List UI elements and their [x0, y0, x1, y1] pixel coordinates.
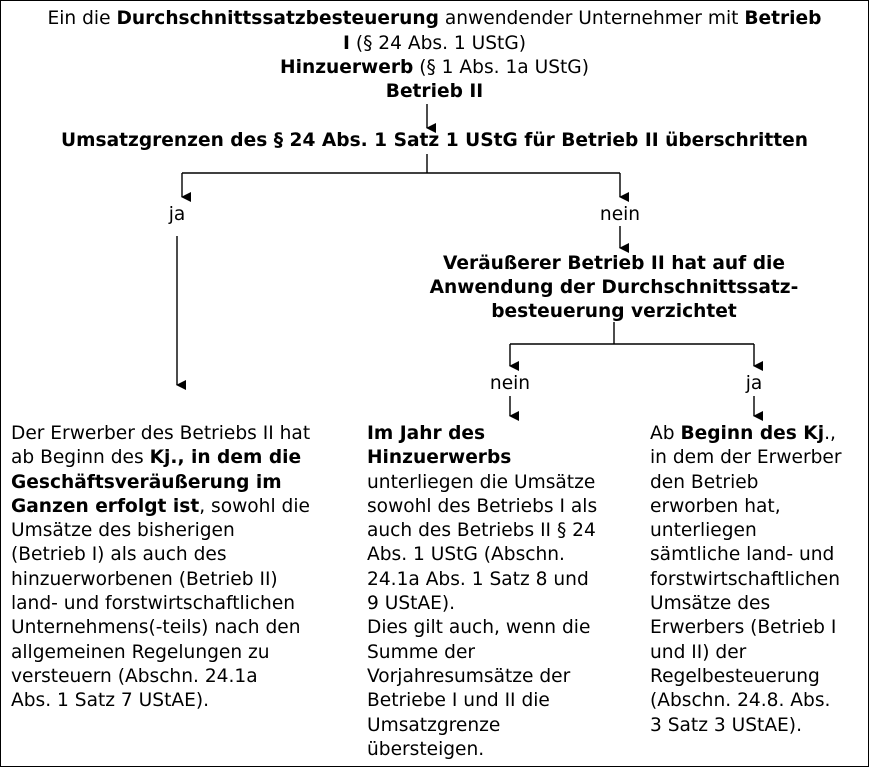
decision-1-label: Umsatzgrenzen des § 24 Abs. 1 Satz 1 UStG für Betrieb II überschritten: [61, 130, 808, 151]
outcome-right-line: in dem der Erwerber: [650, 447, 842, 469]
header-line-2: I (§ 24 Abs. 1 UStG): [343, 33, 526, 54]
branch-2-yes-label: ja: [745, 373, 763, 394]
branch-1-yes-label: ja: [168, 204, 186, 225]
outcome-middle-text: [367, 422, 597, 762]
outcome-left-line: versteuern (Abschn. 24.1a: [11, 665, 258, 687]
outcome-right-line: und II) der: [650, 641, 747, 663]
decision-2-line-2: Anwendung der Durchschnittssatz-: [429, 277, 799, 298]
outcome-middle-line: 24.1a Abs. 1 Satz 8 und: [367, 568, 589, 590]
outcome-middle-line: Abs. 1 UStG (Abschn.: [367, 544, 565, 566]
branch-2-no-label: nein: [489, 373, 531, 394]
outcome-left-line: Ganzen erfolgt ist, sowohl die: [11, 495, 310, 517]
outcome-right-line: unterliegen: [650, 520, 757, 542]
outcome-right-text: [650, 422, 842, 738]
outcome-left-line: Der Erwerber des Betriebs II hat: [11, 423, 311, 444]
outcome-left-line: Unternehmens(-teils) nach den: [11, 617, 301, 639]
outcome-left-line: (Betrieb I) als auch des: [11, 544, 227, 566]
outcome-middle-line: Summe der: [367, 641, 476, 663]
outcome-left-line: ab Beginn des Kj., in dem die: [11, 447, 302, 469]
outcome-right-line: 3 Satz 3 UStAE).: [650, 714, 802, 736]
outcome-left-line: hinzuerworbenen (Betrieb II): [11, 568, 278, 590]
outcome-right-line: forstwirtschaftlichen: [650, 568, 841, 590]
decision-2-line-1: Veräußerer Betrieb II hat auf die: [442, 253, 786, 274]
outcome-left-text: [11, 422, 310, 714]
decision-2-line-3: besteuerung verzichtet: [491, 301, 737, 322]
outcome-left-line: Geschäftsveräußerung im: [11, 471, 282, 493]
branch-1-no-label: nein: [599, 204, 641, 225]
outcome-right-line: den Betrieb: [650, 471, 759, 493]
outcome-right-line: erworben hat,: [650, 495, 781, 517]
header-line-1: Ein die Durchschnittssatzbesteuerung anwendender Unternehmer mit Betrieb: [47, 8, 822, 29]
outcome-middle-line: Umsatzgrenze: [367, 714, 501, 736]
outcome-left-line: Abs. 1 Satz 7 UStAE).: [11, 690, 210, 712]
outcome-middle-line: Dies gilt auch, wenn die: [367, 617, 591, 639]
outcome-left-line: allgemeinen Regelungen zu: [11, 641, 270, 663]
outcome-middle-line: Im Jahr des: [367, 423, 486, 444]
outcome-right-line: (Abschn. 24.8. Abs.: [650, 690, 831, 712]
outcome-right-line: Regelbesteuerung: [650, 665, 820, 687]
outcome-middle-line: übersteigen.: [367, 738, 485, 760]
outcome-right-line: Umsätze des: [650, 593, 771, 615]
outcome-middle-line: unterliegen die Umsätze: [367, 471, 596, 493]
outcome-left-line: land- und forstwirtschaftlichen: [11, 593, 296, 615]
outcome-middle-line: auch des Betriebs II § 24: [367, 520, 596, 542]
outcome-right-line: Erwerbers (Betrieb I: [650, 617, 837, 639]
outcome-middle-line: Hinzuerwerbs: [367, 447, 512, 469]
outcome-right-line: sämtliche land- und: [650, 544, 835, 566]
outcome-middle-line: Betriebe I und II die: [367, 690, 550, 712]
header-line-3: Hinzuerwerb (§ 1 Abs. 1a UStG): [280, 57, 589, 78]
outcome-middle-line: Vorjahresumsätze der: [367, 665, 571, 687]
outcome-middle-line: 9 UStAE).: [367, 593, 456, 615]
outcome-left-line: Umsätze des bisherigen: [11, 520, 235, 542]
outcome-middle-line: sowohl des Betriebs I als: [367, 495, 598, 517]
header-line-4: Betrieb II: [385, 81, 484, 102]
outcome-right-line: Ab Beginn des Kj.,: [650, 423, 836, 444]
